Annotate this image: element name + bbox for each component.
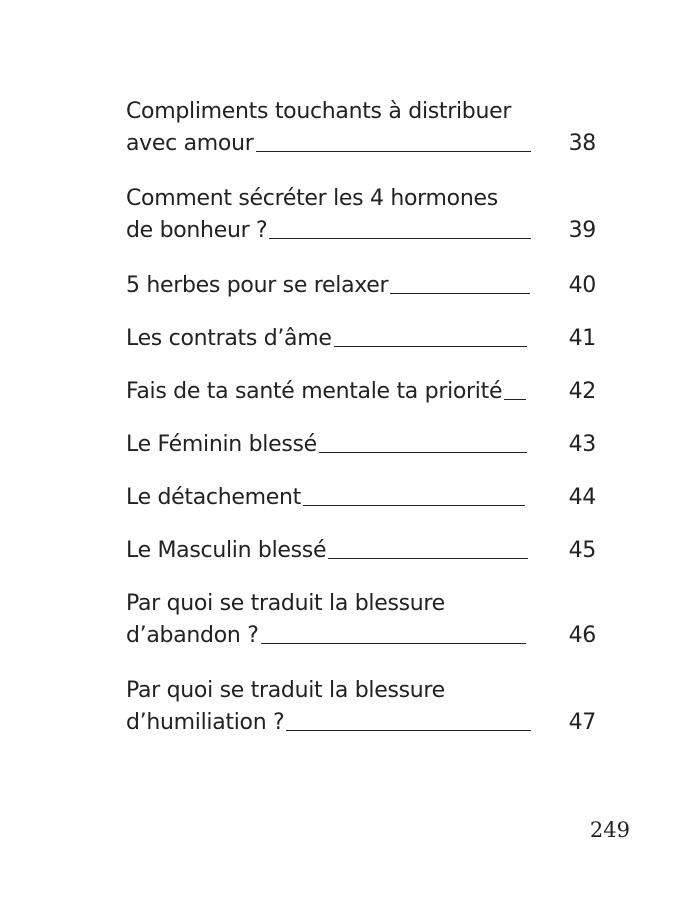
- toc-entry-title: Le détachement: [126, 485, 301, 510]
- toc-entry[interactable]: [126, 429, 596, 482]
- toc-entry-title: 5 herbes pour se relaxer: [126, 273, 389, 298]
- toc-entry[interactable]: [126, 270, 596, 323]
- toc-entry-title-line1: Compliments touchants à distribuer: [126, 99, 512, 124]
- toc-entry-title-line2: avec amour: [126, 131, 254, 156]
- dot-leader: [286, 730, 531, 731]
- toc-entry-title: Les contrats d’âme: [126, 326, 332, 351]
- toc-entry[interactable]: [126, 96, 596, 183]
- toc-entry-title-line2: de bonheur ?: [126, 218, 268, 243]
- toc-entry[interactable]: [126, 588, 596, 675]
- toc-entry-title: Le Masculin blessé: [126, 538, 327, 563]
- toc-entry-title: Le Féminin blessé: [126, 432, 317, 457]
- toc-entry-page-number: 39: [568, 218, 596, 243]
- page-number: 249: [589, 818, 630, 842]
- dot-leader: [261, 643, 526, 644]
- dot-leader: [504, 399, 526, 400]
- toc-entry-page-number: 40: [568, 273, 596, 298]
- toc-entry-page-number: 43: [568, 432, 596, 457]
- toc-entry-title-line1: Comment sécréter les 4 hormones: [126, 186, 498, 211]
- toc-entry[interactable]: [126, 376, 596, 429]
- toc-entry-title-line2: d’abandon ?: [126, 623, 259, 648]
- dot-leader: [328, 558, 528, 559]
- toc-entry-title: Fais de ta santé mentale ta priorité: [126, 379, 503, 404]
- toc-entry-page-number: 42: [568, 379, 596, 404]
- toc-entry-page-number: 45: [568, 538, 596, 563]
- toc-entry[interactable]: [126, 482, 596, 535]
- toc-entry-title-line2: d’humiliation ?: [126, 710, 285, 735]
- toc-entry[interactable]: [126, 675, 596, 762]
- toc-entry[interactable]: [126, 535, 596, 588]
- toc-entry-page-number: 38: [568, 131, 596, 156]
- toc-entry-title-line1: Par quoi se traduit la blessure: [126, 591, 445, 616]
- toc-entry[interactable]: [126, 183, 596, 270]
- toc-entry-page-number: 47: [568, 710, 596, 735]
- dot-leader: [303, 505, 525, 506]
- dot-leader: [269, 238, 531, 239]
- dot-leader: [334, 346, 527, 347]
- toc-entry-page-number: 44: [568, 485, 596, 510]
- toc-entry-page-number: 46: [568, 623, 596, 648]
- dot-leader: [390, 293, 530, 294]
- dot-leader: [256, 151, 531, 152]
- toc-entry-page-number: 41: [568, 326, 596, 351]
- dot-leader: [319, 452, 527, 453]
- toc-entry[interactable]: [126, 323, 596, 376]
- toc-entry-title-line1: Par quoi se traduit la blessure: [126, 678, 445, 703]
- table-of-contents: [126, 96, 596, 762]
